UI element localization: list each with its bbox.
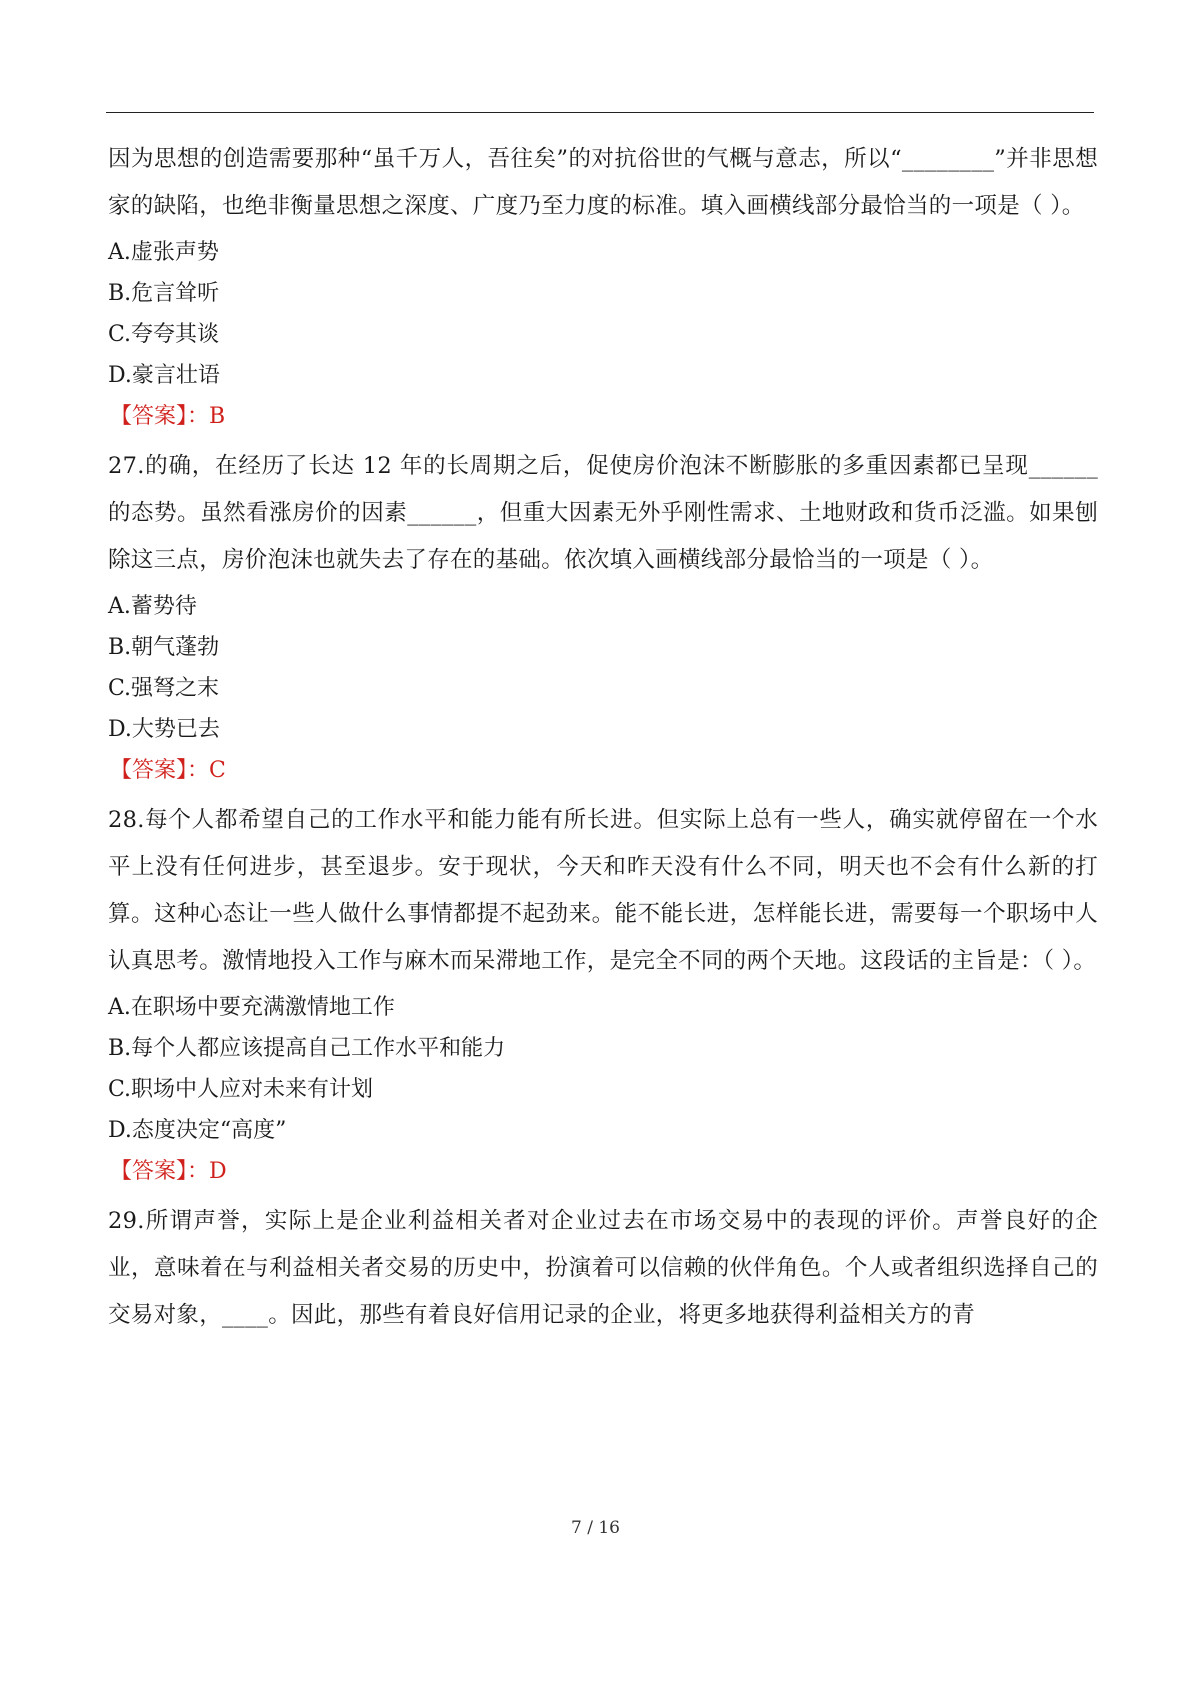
option-b: B.危言耸听 bbox=[108, 281, 220, 306]
option-c: C.职场中人应对未来有计划 bbox=[108, 1077, 374, 1102]
answer-label: 【答案】： bbox=[110, 404, 210, 429]
option-d: D.态度决定“高度” bbox=[108, 1118, 287, 1143]
question-text: 28.每个人都希望自己的工作水平和能力能有所长进。但实际上总有一些人，确实就停留在一个水平上没有任何进步，甚至退步。安于现状，今天和昨天没有什么不同，明天也不会有什么新的打算。这种心态让一些人做什么事情都提不起劲来。能不能长进，怎样能长进，需要每一个职场中人认真思考。激情地投入工作与麻木而呆滞地工作，是完全不同的两个天地。这段话的主旨是：（ ）。 bbox=[108, 807, 1098, 974]
answer-label: 【答案】： bbox=[110, 758, 210, 783]
question-26-continued bbox=[108, 136, 1098, 437]
question-text: 29.所谓声誉，实际上是企业利益相关者对企业过去在市场交易中的表现的评价。声誉良好的企业，意味着在与利益相关者交易的历史中，扮演着可以信赖的伙伴角色。个人或者组织选择自己的交易对象，____。因此，那些有着良好信用记录的企业，将更多地获得利益相关方的青 bbox=[108, 1208, 1098, 1328]
option-b: B.每个人都应该提高自己工作水平和能力 bbox=[108, 1036, 506, 1061]
option-list bbox=[108, 586, 1098, 750]
page-number: 7 / 16 bbox=[571, 1518, 620, 1538]
option-list bbox=[108, 987, 1098, 1151]
question-29 bbox=[108, 1198, 1098, 1339]
question-text: 27.的确，在经历了长达 12 年的长周期之后，促使房价泡沫不断膨胀的多重因素都已呈现______的态势。虽然看涨房价的因素______，但重大因素无外乎刚性需求、土地财政和货币泛滥。如果刨除这三点，房价泡沫也就失去了存在的基础。依次填入画横线部分最恰当的一项是（ ）。 bbox=[108, 453, 1098, 573]
question-28 bbox=[108, 797, 1098, 1192]
option-d: D.大势已去 bbox=[108, 717, 220, 742]
option-list bbox=[108, 232, 1098, 396]
option-a: A.蓄势待 bbox=[108, 594, 197, 619]
answer-label: 【答案】： bbox=[110, 1159, 210, 1184]
option-c: C.夸夸其谈 bbox=[108, 322, 220, 347]
question-27 bbox=[108, 443, 1098, 791]
document-body bbox=[108, 136, 1098, 1339]
answer-line bbox=[110, 396, 1098, 437]
answer-line bbox=[110, 1151, 1098, 1192]
option-a: A.在职场中要充满激情地工作 bbox=[108, 995, 395, 1020]
answer-value: D bbox=[209, 1159, 227, 1184]
option-c: C.强弩之末 bbox=[108, 676, 220, 701]
option-a: A.虚张声势 bbox=[108, 240, 219, 265]
question-text: 因为思想的创造需要那种“虽千万人，吾往矣”的对抗俗世的气概与意志，所以“________”并非思想家的缺陷，也绝非衡量思想之深度、广度乃至力度的标准。填入画横线部分最恰当的一项是（ ）。 bbox=[108, 146, 1098, 219]
option-b: B.朝气蓬勃 bbox=[108, 635, 220, 660]
answer-line bbox=[110, 750, 1098, 791]
answer-value: B bbox=[209, 404, 226, 429]
header-rule bbox=[106, 112, 1094, 113]
answer-value: C bbox=[209, 758, 226, 783]
option-d: D.豪言壮语 bbox=[108, 363, 220, 388]
